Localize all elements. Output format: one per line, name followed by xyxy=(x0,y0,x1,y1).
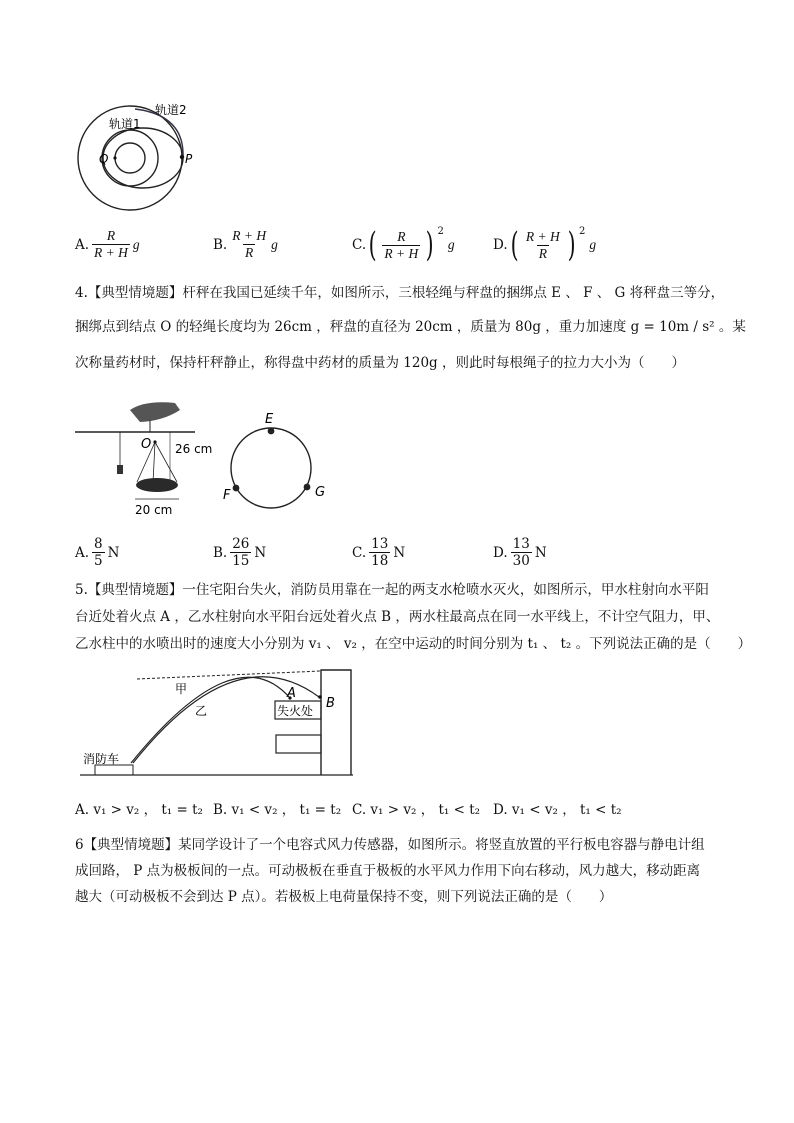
fraction: $\frac{R}{R + H}$ xyxy=(384,228,419,261)
left-paren: ( xyxy=(510,225,519,265)
fraction: $\frac{13}{18}$ xyxy=(371,536,389,569)
steelyard-figure xyxy=(75,395,345,525)
q6-line-2: 成回路， P 点为极板间的一点。可动极板在垂直于极板的水平风力作用下向右移动，风力越大，移动距离 xyxy=(75,863,701,879)
fraction: $\frac{R}{R + H}$ xyxy=(94,228,128,260)
stream-jia-label: 甲 xyxy=(175,682,188,696)
building-outline xyxy=(321,670,351,775)
apex-dashed-line xyxy=(137,671,321,679)
window-lower xyxy=(276,735,321,753)
orbit-1-circle xyxy=(102,130,158,186)
fire-hose-figure xyxy=(75,665,365,790)
point-e-dot xyxy=(268,428,275,435)
orbit-figure xyxy=(75,95,200,215)
diameter-label: 20 cm xyxy=(135,503,173,517)
herbs-pile xyxy=(136,478,178,492)
q3-option-a[interactable]: A. $\frac{R}{R + H}$ g xyxy=(75,228,140,260)
hand-shape xyxy=(130,402,180,422)
point-p-label: P xyxy=(185,152,193,166)
q5-line-2: 台近处着火点 A ，乙水柱射向水平阳台远处着火点 B ，两水柱最高点在同一水平线上，不计空气阻力，甲、 xyxy=(75,609,720,625)
point-f-label: F xyxy=(223,488,231,503)
q5-option-b[interactable]: B. v₁ < v₂ ， t₁ = t₂ xyxy=(213,802,342,818)
q4-option-c[interactable]: C. $\frac{13}{18}$ N xyxy=(352,536,406,569)
point-f-dot xyxy=(233,485,240,492)
q4-line-1: 4.【典型情境题】杆秤在我国已延续千年，如图所示，三根轻绳与秤盘的捆绑点 E 、 F 、 G 将秤盘三等分， xyxy=(75,285,725,301)
point-q-label: Q xyxy=(99,152,109,166)
point-q-dot xyxy=(113,156,116,159)
point-p-dot xyxy=(180,155,184,159)
fraction: $\frac{R + H}{R}$ xyxy=(525,228,560,261)
fire-truck-label: 消防车 xyxy=(83,752,120,766)
rope-length-label: 26 cm xyxy=(175,442,213,456)
q6-line-3: 越大（可动极板不会到达 P 点）。若极板上电荷量保持不变，则下列说法正确的是（ ） xyxy=(75,889,613,905)
point-e-label: E xyxy=(265,412,274,427)
q3-option-d[interactable]: D. ( $\frac{R + H}{R}$ ) 2 g xyxy=(493,225,597,265)
point-a-label: A xyxy=(287,686,296,701)
left-paren: ( xyxy=(368,225,377,265)
q4-line-2: 捆绑点到结点 O 的轻绳长度均为 26cm ，秤盘的直径为 20cm ，质量为 80g ，重力加速度 g = 10m / s² 。某 xyxy=(75,319,746,335)
counterweight xyxy=(117,465,123,474)
rope-2 xyxy=(153,442,155,483)
q4-line-3: 次称量药材时，保持杆秤静止，称得盘中药材的质量为 120g ，则此时每根绳子的拉力大小为（ ） xyxy=(75,355,685,371)
q4-option-d[interactable]: D. $\frac{13}{30}$ N xyxy=(493,536,547,569)
orbit-2-label: 轨道2 xyxy=(155,103,187,117)
fraction: $\frac{13}{30}$ xyxy=(512,536,530,569)
fire-location-label: 失火处 xyxy=(277,704,314,718)
fire-truck-body xyxy=(95,765,133,775)
q4-option-b[interactable]: B. $\frac{26}{15}$ N xyxy=(213,536,267,569)
q5-option-a[interactable]: A. v₁ > v₂ ， t₁ = t₂ xyxy=(75,802,203,818)
fraction: $\frac{R + H}{R}$ xyxy=(232,228,267,260)
stream-yi-label: 乙 xyxy=(195,704,208,718)
knot-o-label: O xyxy=(141,437,152,452)
rope-3 xyxy=(155,442,177,482)
fraction: $\frac{8}{5}$ xyxy=(94,536,103,569)
q4-option-a[interactable]: A. $\frac{8}{5}$ N xyxy=(75,536,120,569)
q5-option-c[interactable]: C. v₁ > v₂ ， t₁ < t₂ xyxy=(352,802,481,818)
tray-top-view-circle xyxy=(231,428,311,508)
q5-line-3: 乙水柱中的水喷出时的速度大小分别为 v₁ 、 v₂ ，在空中运动的时间分别为 t₁ 、 t₂ 。下列说法正确的是（ ） xyxy=(75,636,752,652)
water-stream-jia xyxy=(131,677,290,763)
point-b-label: B xyxy=(326,696,335,711)
q3-option-c[interactable]: C. ( $\frac{R}{R + H}$ ) 2 g xyxy=(352,225,455,265)
point-b-dot xyxy=(318,695,322,699)
point-g-dot xyxy=(304,484,311,491)
q3-option-b[interactable]: B. $\frac{R + H}{R}$ g xyxy=(213,228,278,260)
orbit-1-label: 轨道1 xyxy=(109,117,141,131)
point-g-label: G xyxy=(315,485,326,500)
right-paren: ) xyxy=(567,225,576,265)
right-paren: ) xyxy=(425,225,434,265)
q5-option-d[interactable]: D. v₁ < v₂ ， t₁ < t₂ xyxy=(493,802,622,818)
planet-circle xyxy=(115,143,145,173)
fraction: $\frac{26}{15}$ xyxy=(232,536,250,569)
q6-line-1: 6【典型情境题】某同学设计了一个电容式风力传感器，如图所示。将竖直放置的平行板电容器与静电计组 xyxy=(75,837,705,853)
q5-line-1: 5.【典型情境题】一住宅阳台失火，消防员用靠在一起的两支水枪喷水灭火，如图所示，甲水柱射向水平阳 xyxy=(75,582,709,598)
